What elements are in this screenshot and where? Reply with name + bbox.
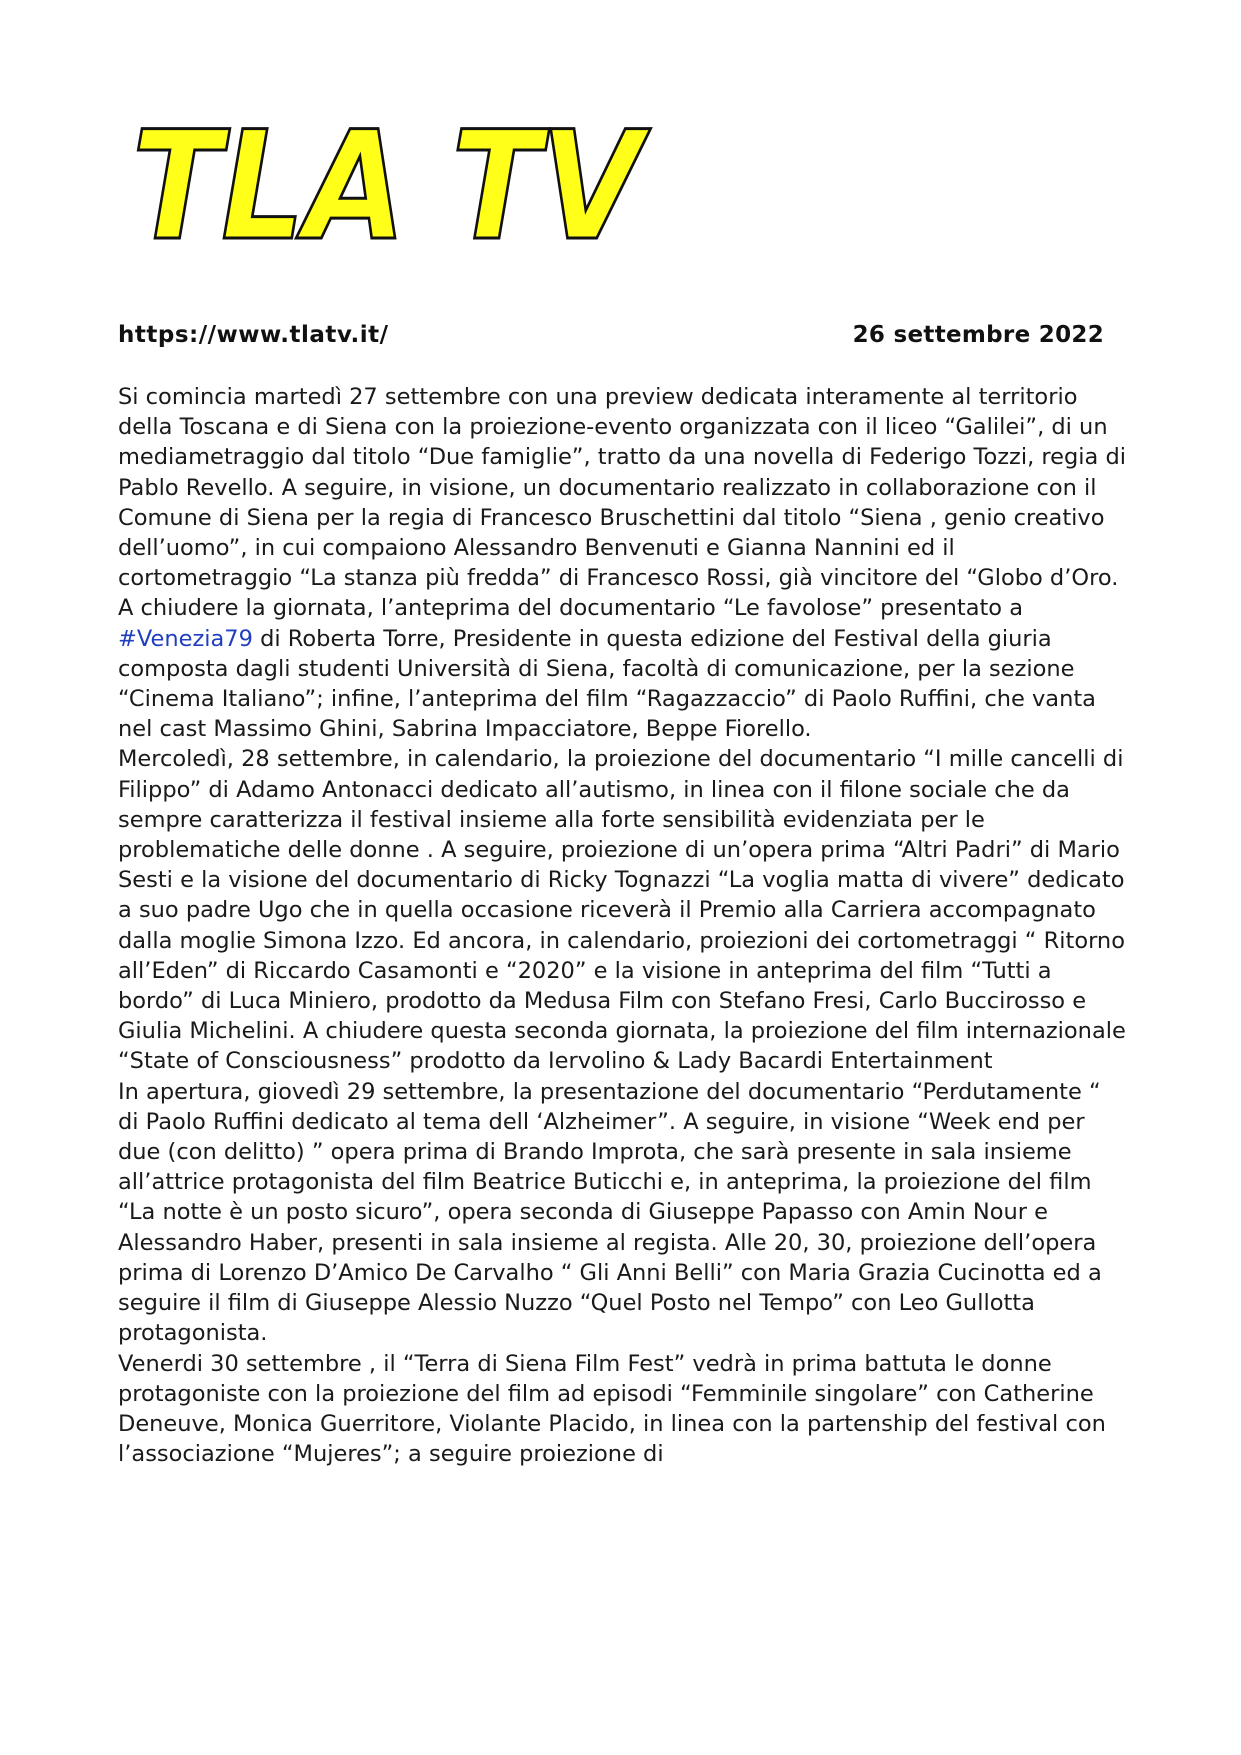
source-url: https://www.tlatv.it/ xyxy=(118,322,389,348)
document-header xyxy=(118,322,1104,362)
hashtag-link[interactable]: #Venezia79 xyxy=(118,625,253,652)
paragraph-1 xyxy=(118,382,1128,744)
paragraph-1-text-b: di Roberta Torre, Presidente in questa edizione del Festival della giuria composta dagli studenti Università di Siena, facoltà di comunicazione, per la sezione “Cinema Italiano”; infine, l’anteprima del film “Ragazzaccio” di Paolo Ruffini, che vanta nel cast Massimo Ghini, Sabrina Impacciatore, Beppe Fiorello. xyxy=(118,625,1096,743)
paragraph-1-text-a: Si comincia martedì 27 settembre con una preview dedicata interamente al territorio della Toscana e di Siena con la proiezione-evento organizzata con il liceo “Galilei”, di un mediametraggio dal titolo “Due famiglie”, tratto da una novella di Federigo Tozzi, regia di Pablo Revello. A seguire, in visione, un documentario realizzato in collaborazione con il Comune di Siena per la regia di Francesco Bruschettini dal titolo “Siena , genio creativo dell’uomo”, in cui compaiono Alessandro Benvenuti e Gianna Nannini ed il cortometraggio “La stanza più fredda” di Francesco Rossi, già vincitore del “Globo d’Oro. A chiudere la giornata, l’anteprima del documentario “Le favolose” presentato a xyxy=(118,384,1127,622)
logo-graphic xyxy=(128,100,651,274)
paragraph-4: Venerdi 30 settembre , il “Terra di Siena Film Fest” vedrà in prima battuta le donne protagoniste con la proiezione del film ad episodi “Femminile singolare” con Catherine Deneuve, Monica Guerritore, Violante Placido, in linea con la partenship del festival con l’associazione “Mujeres”; a seguire proiezione di xyxy=(118,1350,1106,1468)
tla-tv-logo xyxy=(128,100,651,274)
article-body xyxy=(118,382,1128,1469)
paragraph-3: In apertura, giovedì 29 settembre, la presentazione del documentario “Perdutamente “ di Paolo Ruffini dedicato al tema dell ‘Alzheimer”. A seguire, in visione “Week end per due (con delitto) ” opera prima di Brando Improta, che sarà presente in sala insieme all’attrice protagonista del film Beatrice Buticchi e, in anteprima, la proiezione del film “La notte è un posto sicuro”, opera seconda di Giuseppe Papasso con Amin Nour e Alessandro Haber, presenti in sala insieme al regista. Alle 20, 30, proiezione dell’opera prima di Lorenzo D’Amico De Carvalho “ Gli Anni Belli” con Maria Grazia Cucinotta ed a seguire il film di Giuseppe Alessio Nuzzo “Quel Posto nel Tempo” con Leo Gullotta protagonista. xyxy=(118,1078,1102,1347)
logo-text: TLA TV xyxy=(132,100,651,274)
publication-date: 26 settembre 2022 xyxy=(852,322,1104,348)
paragraph-2: Mercoledì, 28 settembre, in calendario, la proiezione del documentario “I mille cancelli di Filippo” di Adamo Antonacci dedicato all’autismo, in linea con il filone sociale che da sempre caratterizza il festival insieme alla forte sensibilità evidenziata per le problematiche delle donne . A seguire, proiezione di un’opera prima “Altri Padri” di Mario Sesti e la visione del documentario di Ricky Tognazzi “La voglia matta di vivere” dedicato a suo padre Ugo che in quella occasione riceverà il Premio alla Carriera accompagnato dalla moglie Simona Izzo. Ed ancora, in calendario, proiezioni dei cortometraggi “ Ritorno all’Eden” di Riccardo Casamonti e “2020” e la visione in anteprima del film “Tutti a bordo” di Luca Miniero, prodotto da Medusa Film con Stefano Fresi, Carlo Buccirosso e Giulia Michelini. A chiudere questa seconda giornata, la proiezione del film internazionale “State of Consciousness” prodotto da Iervolino & Lady Bacardi Entertainment xyxy=(118,746,1126,1075)
